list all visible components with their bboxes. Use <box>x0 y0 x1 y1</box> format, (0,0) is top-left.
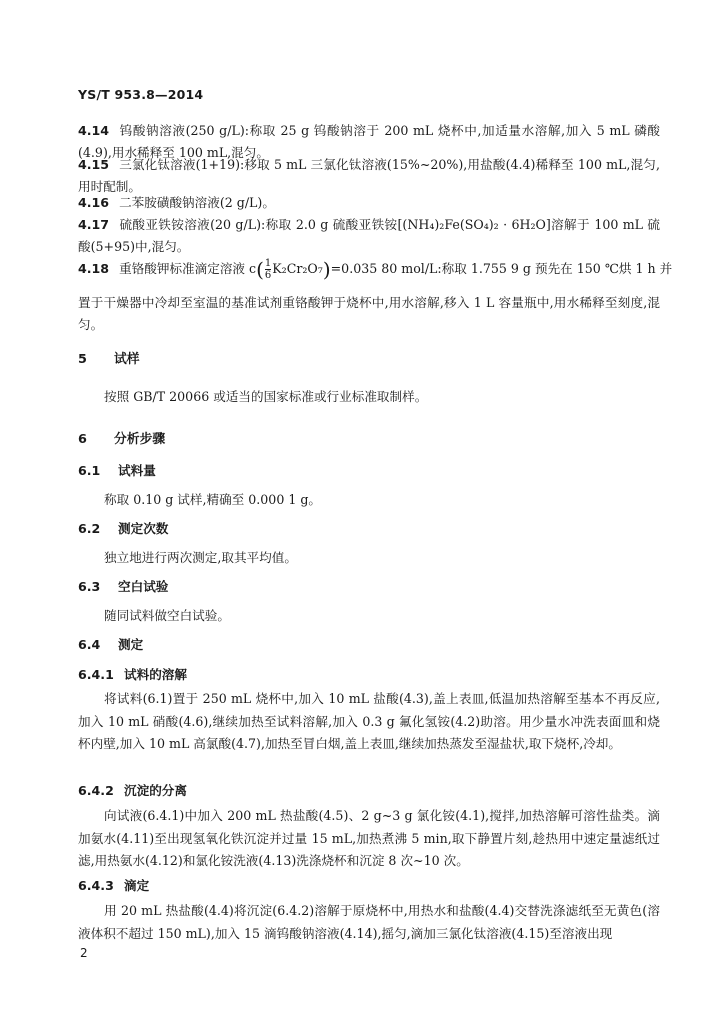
section-title: 试样 <box>114 352 140 367</box>
subsection-number: 6.3 <box>78 579 101 594</box>
subsection-title: 滴定 <box>124 878 150 893</box>
subsection-6-3-text: 随同试料做空白试验。 <box>104 608 230 623</box>
section-6-heading <box>78 428 165 447</box>
subsection-number: 6.2 <box>78 521 101 536</box>
clause-text: 硫酸亚铁铵溶液(20 g/L):称取 2.0 g 硫酸亚铁铵[(NH₄)₂Fe(SO₄)₂ · 6H₂O]溶解于 100 mL 硫酸(5+95)中,混匀。 <box>78 217 660 254</box>
subsection-number: 6.1 <box>78 463 101 478</box>
clause-4-18 <box>78 257 673 282</box>
subsection-title: 试料量 <box>118 463 156 478</box>
clause-4-16 <box>78 192 660 214</box>
subsection-title: 沉淀的分离 <box>124 783 187 798</box>
fraction <box>265 258 271 281</box>
subsection-6-4-2-heading <box>78 780 187 799</box>
subsection-number: 6.4.3 <box>78 878 114 893</box>
fraction-numerator: 1 <box>264 258 272 269</box>
subsection-title: 空白试验 <box>118 579 169 594</box>
subsection-6-4-heading <box>78 634 143 653</box>
subsection-6-4-1-heading <box>78 664 187 683</box>
subsection-6-4-1-text: 将试料(6.1)置于 250 mL 烧杯中,加入 10 mL 盐酸(4.3),盖上表皿,低温加热溶解至基本不再反应,加入 10 mL 硝酸(4.6),继续加热至试料溶解,加入 0.3 g 氟化氢铵(4.2)助溶。用少量水冲洗表面皿和烧杯内壁,加入 10 mL 高氯酸(4.7),加热至冒白烟,盖上表皿,继续加热蒸发至湿盐状,取下烧杯,冷却。 <box>78 691 660 751</box>
clause-text-lead: 重铬酸钾标准滴定溶液 c <box>119 261 257 276</box>
clause-text-tail: =0.035 80 mol/L:称取 1.755 9 g 预先在 150 ℃烘 1 h 并 <box>330 261 673 276</box>
clause-text: 二苯胺磺酸钠溶液(2 g/L)。 <box>119 195 275 210</box>
clause-number: 4.17 <box>78 217 110 232</box>
subsection-number: 6.4 <box>78 637 101 652</box>
section-5-heading <box>78 348 140 367</box>
subsection-number: 6.4.1 <box>78 667 114 682</box>
paren-close: ) <box>322 257 331 282</box>
clause-number: 4.18 <box>78 261 110 276</box>
chemical-formula: K₂Cr₂O₇ <box>272 261 323 276</box>
clause-4-17 <box>78 214 660 258</box>
clause-text: 钨酸钠溶液(250 g/L):称取 25 g 钨酸钠溶于 200 mL 烧杯中,加适量水溶解,加入 5 mL 磷酸(4.9),用水稀释至 100 mL,混匀。 <box>78 123 660 160</box>
clause-number: 4.15 <box>78 157 110 172</box>
clause-4-18-continued: 置于干燥器中冷却至室温的基准试剂重铬酸钾于烧杯中,用水溶解,移入 1 L 容量瓶中,用水稀释至刻度,混匀。 <box>78 295 660 332</box>
fraction-denominator: 6 <box>264 270 272 281</box>
subsection-number: 6.4.2 <box>78 783 114 798</box>
subsection-6-4-3-heading <box>78 875 149 894</box>
subsection-title: 试料的溶解 <box>124 667 187 682</box>
standard-code-header: YS/T 953.8—2014 <box>78 87 204 102</box>
page-number: 2 <box>80 946 88 960</box>
clause-text: 三氯化钛溶液(1+19):移取 5 mL 三氯化钛溶液(15%~20%),用盐酸(4.4)稀释至 100 mL,混匀,用时配制。 <box>78 157 660 194</box>
clause-number: 4.16 <box>78 195 110 210</box>
subsection-title: 测定 <box>118 637 144 652</box>
section-number: 6 <box>78 432 87 447</box>
subsection-6-4-3-text: 用 20 mL 热盐酸(4.4)将沉淀(6.4.2)溶解于原烧杯中,用热水和盐酸(4.4)交替洗涤滤纸至无黄色(溶液体积不超过 150 mL),加入 15 滴钨酸钠溶液(4.14),摇匀,滴加三氯化钛溶液(4.15)至溶液出现 <box>78 903 660 941</box>
subsection-6-2-text: 独立地进行两次测定,取其平均值。 <box>104 550 297 565</box>
clause-number: 4.14 <box>78 123 110 138</box>
subsection-6-4-2-text: 向试液(6.4.1)中加入 200 mL 热盐酸(4.5)、2 g~3 g 氯化铵(4.1),搅拌,加热溶解可溶性盐类。滴加氨水(4.11)至出现氢氧化铁沉淀并过量 15 mL,加热煮沸 5 min,取下静置片刻,趁热用中速定量滤纸过滤,用热氨水(4.12)和氯化铵洗液(4.13)洗涤烧杯和沉淀 8 次~10 次。 <box>78 808 660 868</box>
section-number: 5 <box>78 352 87 367</box>
paren-open: ( <box>256 257 264 282</box>
subsection-6-1-text: 称取 0.10 g 试样,精确至 0.000 1 g。 <box>104 492 322 507</box>
section-title: 分析步骤 <box>114 432 166 447</box>
subsection-6-2-heading <box>78 518 168 537</box>
section-5-text: 按照 GB/T 20066 或适当的国家标准或行业标准取制样。 <box>104 389 428 404</box>
subsection-6-3-heading <box>78 576 168 595</box>
subsection-title: 测定次数 <box>118 521 169 536</box>
subsection-6-1-heading <box>78 460 156 479</box>
